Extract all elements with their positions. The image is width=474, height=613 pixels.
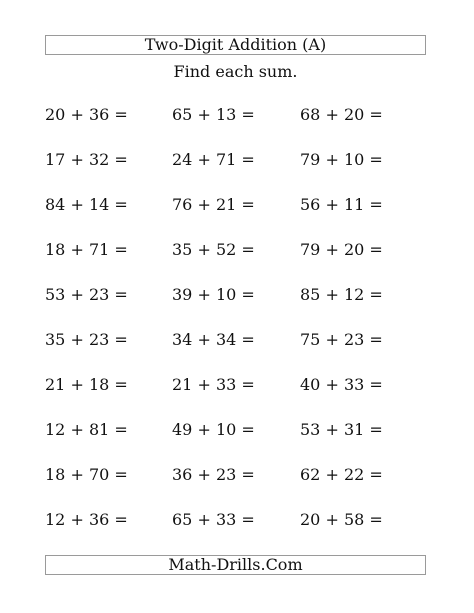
problem: 56 + 11 = xyxy=(300,195,383,214)
problem: 79 + 10 = xyxy=(300,150,383,169)
problem: 68 + 20 = xyxy=(300,105,383,124)
problem: 40 + 33 = xyxy=(300,375,383,394)
problem: 24 + 71 = xyxy=(172,150,255,169)
problem: 18 + 71 = xyxy=(45,240,128,259)
problem: 53 + 23 = xyxy=(45,285,128,304)
problem-row xyxy=(45,510,435,530)
problem: 39 + 10 = xyxy=(172,285,255,304)
problem: 75 + 23 = xyxy=(300,330,383,349)
problem: 20 + 36 = xyxy=(45,105,128,124)
worksheet-instructions: Find each sum. xyxy=(173,62,298,81)
problem: 35 + 23 = xyxy=(45,330,128,349)
problem: 12 + 81 = xyxy=(45,420,128,439)
problem-row xyxy=(45,240,435,260)
problem-row xyxy=(45,330,435,350)
problem: 65 + 33 = xyxy=(172,510,255,529)
problem-row xyxy=(45,375,435,395)
problem-row xyxy=(45,465,435,485)
problem-row xyxy=(45,105,435,125)
problem: 12 + 36 = xyxy=(45,510,128,529)
worksheet-title: Two-Digit Addition (A) xyxy=(45,35,426,55)
problem: 18 + 70 = xyxy=(45,465,128,484)
problem: 84 + 14 = xyxy=(45,195,128,214)
problem: 76 + 21 = xyxy=(172,195,255,214)
problem: 65 + 13 = xyxy=(172,105,255,124)
problem: 21 + 33 = xyxy=(172,375,255,394)
problem: 53 + 31 = xyxy=(300,420,383,439)
problem: 79 + 20 = xyxy=(300,240,383,259)
worksheet-footer: Math-Drills.Com xyxy=(45,555,426,575)
problem: 17 + 32 = xyxy=(45,150,128,169)
problem: 20 + 58 = xyxy=(300,510,383,529)
problem: 85 + 12 = xyxy=(300,285,383,304)
problem: 34 + 34 = xyxy=(172,330,255,349)
problem-row xyxy=(45,285,435,305)
problem: 35 + 52 = xyxy=(172,240,255,259)
problem: 62 + 22 = xyxy=(300,465,383,484)
problem-row xyxy=(45,150,435,170)
problem: 49 + 10 = xyxy=(172,420,255,439)
problem: 21 + 18 = xyxy=(45,375,128,394)
problem-row xyxy=(45,195,435,215)
problem: 36 + 23 = xyxy=(172,465,255,484)
problem-row xyxy=(45,420,435,440)
